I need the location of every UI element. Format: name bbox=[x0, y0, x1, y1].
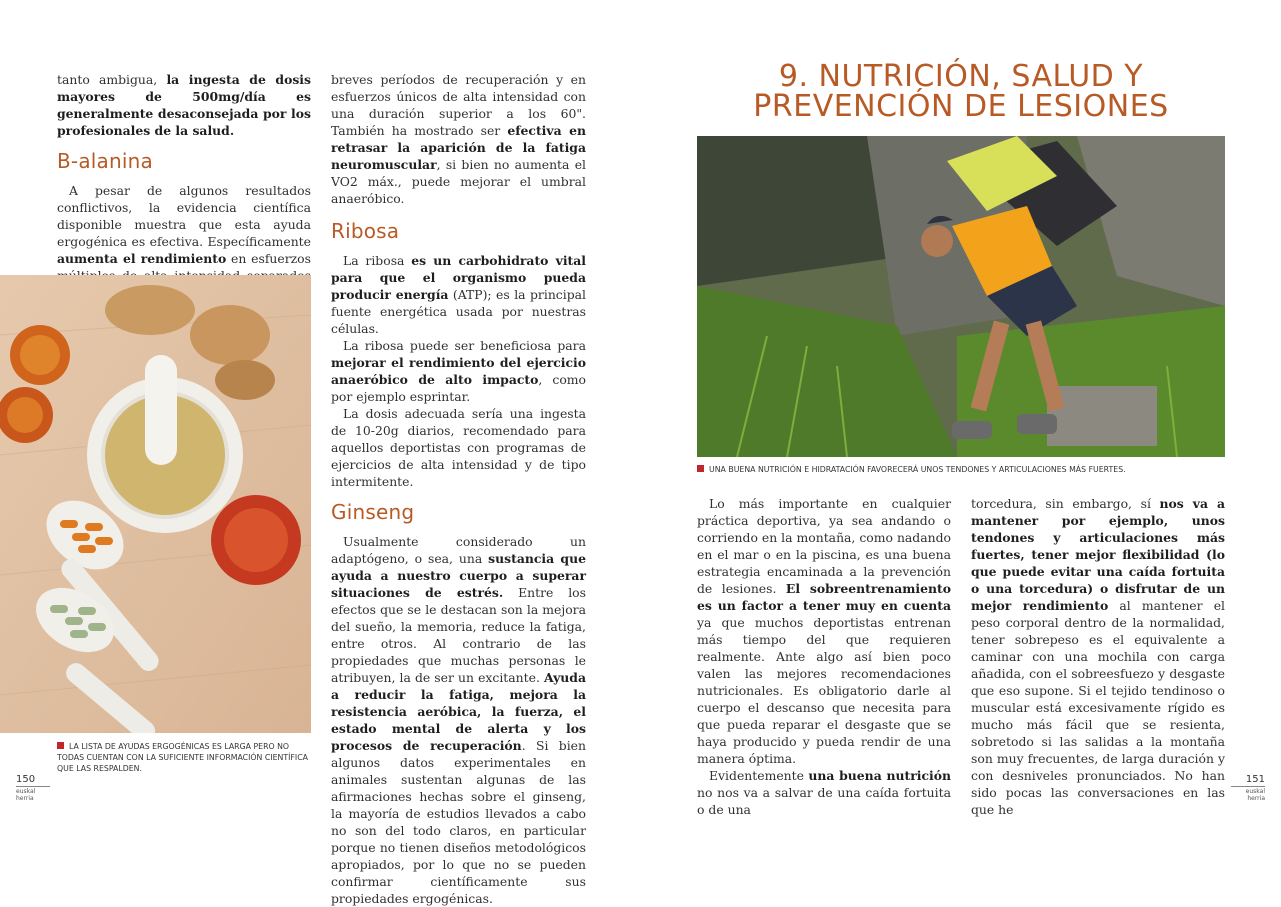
text-run: . Si bien algunos datos experimentales en animales sustentan algunas de las afirmaciones hechas sobre el ginseng, la mayoría de estudios llevados a cabo no son del todo claros, en particular porque no tienen diseños metodológicos apropiados, por lo que no se pueden confirmar científicamente sus propiedades ergogénicas. bbox=[331, 738, 586, 906]
paragraph bbox=[971, 495, 1225, 818]
paragraph bbox=[331, 405, 586, 490]
bold-text: nos va a mantener por ejemplo, unos tendones y articulaciones más fuertes, tener mejor flexibilidad (lo que puede evitar una caída fortuita o una torcedura) o disfrutar de un mejor rendimiento bbox=[971, 496, 1225, 613]
bold-text: mejorar el rendimiento del ejercicio anaeróbico de alto impacto bbox=[331, 355, 586, 387]
folio-label: euskal herria bbox=[16, 786, 50, 802]
text-run: no nos va a salvar de una caída fortuita o de una bbox=[697, 785, 951, 817]
text-run: torcedura, sin embargo, sí bbox=[971, 496, 1160, 511]
text-run: , como por ejemplo esprintar. bbox=[331, 372, 586, 404]
bold-text: efectiva en retrasar la aparición de la fatiga neuromuscular bbox=[331, 123, 586, 172]
bold-text: aumenta el rendimiento bbox=[57, 251, 227, 266]
caption-square-icon bbox=[697, 465, 704, 472]
paragraph bbox=[331, 533, 586, 907]
text-run: , si bien no aumenta el VO2 máx., puede mejorar el umbral anaeróbico. bbox=[331, 157, 586, 206]
paragraph bbox=[697, 495, 951, 767]
supplements-photo bbox=[0, 275, 311, 733]
right-column-2 bbox=[971, 495, 1225, 818]
bold-text: Ayuda a reducir la fatiga, mejora la resistencia aeróbica, la fuerza, el estado mental de alerta y los procesos de recuperación bbox=[331, 670, 586, 753]
text-run: (ATP); es la principal fuente energética usada por nuestras células. bbox=[331, 287, 586, 336]
text-run: Entre los efectos que se le destacan son la mejora del sueño, la memoria, reduce la fatiga, entre otros. Al contrario de las propiedades que muchas personas le atribuyen, la de ser un excitante. bbox=[331, 585, 586, 685]
bold-text: una buena nutrición bbox=[808, 768, 951, 783]
right-column-1 bbox=[697, 495, 951, 818]
page-number: 151 bbox=[1245, 774, 1265, 785]
left-column-2 bbox=[331, 71, 586, 907]
bold-text: El sobreentrenamiento es un factor a tener muy en cuenta bbox=[697, 581, 951, 613]
paragraph bbox=[57, 71, 311, 139]
caption-square-icon bbox=[57, 742, 64, 749]
section-heading-balanina: B-alanina bbox=[57, 149, 153, 173]
caption-text: LA LISTA DE AYUDAS ERGOGÉNICAS ES LARGA PERO NO TODAS CUENTAN CON LA SUFICIENTE INFORMACIÓN CIENTÍFICA QUE LAS RESPALDEN. bbox=[57, 742, 308, 773]
text-run: Usualmente considerado un adaptógeno, o sea, una bbox=[331, 534, 586, 566]
folio-label: euskal herria bbox=[1231, 786, 1265, 802]
caption-text: UNA BUENA NUTRICIÓN E HIDRATACIÓN FAVORECERÁ UNOS TENDONES Y ARTICULACIONES MÁS FUERTES. bbox=[709, 465, 1126, 474]
text-run: tanto ambigua, bbox=[57, 72, 167, 87]
text-run: La ribosa bbox=[343, 253, 412, 268]
page-number: 150 bbox=[16, 774, 36, 785]
bold-text: la ingesta de dosis mayores de 500mg/día es generalmente desaconsejada por los profesionales de la salud. bbox=[57, 72, 311, 138]
bold-text: es un carbohidrato vital para que el organismo pueda producir energía bbox=[331, 253, 586, 302]
text-run: en esfuerzos bbox=[231, 251, 311, 266]
section-heading-ribosa: Ribosa bbox=[331, 219, 400, 243]
paragraph bbox=[331, 252, 586, 337]
text-run: La dosis adecuada sería una ingesta de 10-20g diarios, recomendado para aquellos deportistas con programas de ejercicios de alta intensidad y de tipo intermitente. bbox=[331, 406, 586, 489]
text-run: ya que muchos deportistas entrenan más tiempo del que requieren realmente. Ante algo así bien poco valen las mejores recomendaciones nutricionales. Es obligatorio darle al cuerpo el descanso que necesita para que pueda reparar el desgaste que se haya producido y pueda rendir de una manera óptima. bbox=[697, 615, 951, 766]
right-photo-caption bbox=[697, 464, 1225, 475]
hiker-photo bbox=[697, 136, 1225, 457]
right-folio bbox=[1231, 774, 1265, 802]
paragraph bbox=[697, 767, 951, 818]
paragraph bbox=[331, 337, 586, 405]
left-column-1 bbox=[57, 71, 311, 301]
text-run: A pesar de algunos resultados conflictivos, la evidencia científica disponible muestra que esta ayuda ergogénica es efectiva. Específicamente bbox=[57, 183, 311, 249]
left-photo-caption bbox=[57, 741, 312, 774]
text-run: La ribosa puede ser beneficiosa para bbox=[343, 338, 586, 353]
text-run: al mantener el peso corporal dentro de la normalidad, tener sobrepeso es el equivalente a caminar con una mochila con carga añadida, con el sobreesfuezo y desgaste que eso supone. Si el tejido tendinoso o muscular está excesivamente rígido es mucho más fácil que se resienta, sobretodo si las salidas a la montaña son muy frecuentes, de larga duración y con desniveles pronunciados. No han sido pocas las conversaciones en las que he bbox=[971, 598, 1225, 817]
text-run: Evidentemente bbox=[709, 768, 809, 783]
text-run: breves períodos de recuperación y en esfuerzos únicos de alta intensidad con una duración superior a los 60". También ha mostrado ser bbox=[331, 72, 586, 138]
text-run: Lo más importante en cualquier práctica deportiva, ya sea andando o corriendo en la montaña, como nadando en el mar o en la piscina, es una buena estrategia encaminada a la prevención de lesiones. bbox=[697, 496, 951, 596]
paragraph bbox=[331, 71, 586, 207]
left-folio bbox=[16, 774, 50, 802]
chapter-title: 9. NUTRICIÓN, SALUD Y PREVENCIÓN DE LESIONES bbox=[753, 59, 1169, 124]
bold-text: sustancia que ayuda a nuestro cuerpo a superar situaciones de estrés. bbox=[331, 551, 586, 600]
section-heading-ginseng: Ginseng bbox=[331, 500, 415, 524]
